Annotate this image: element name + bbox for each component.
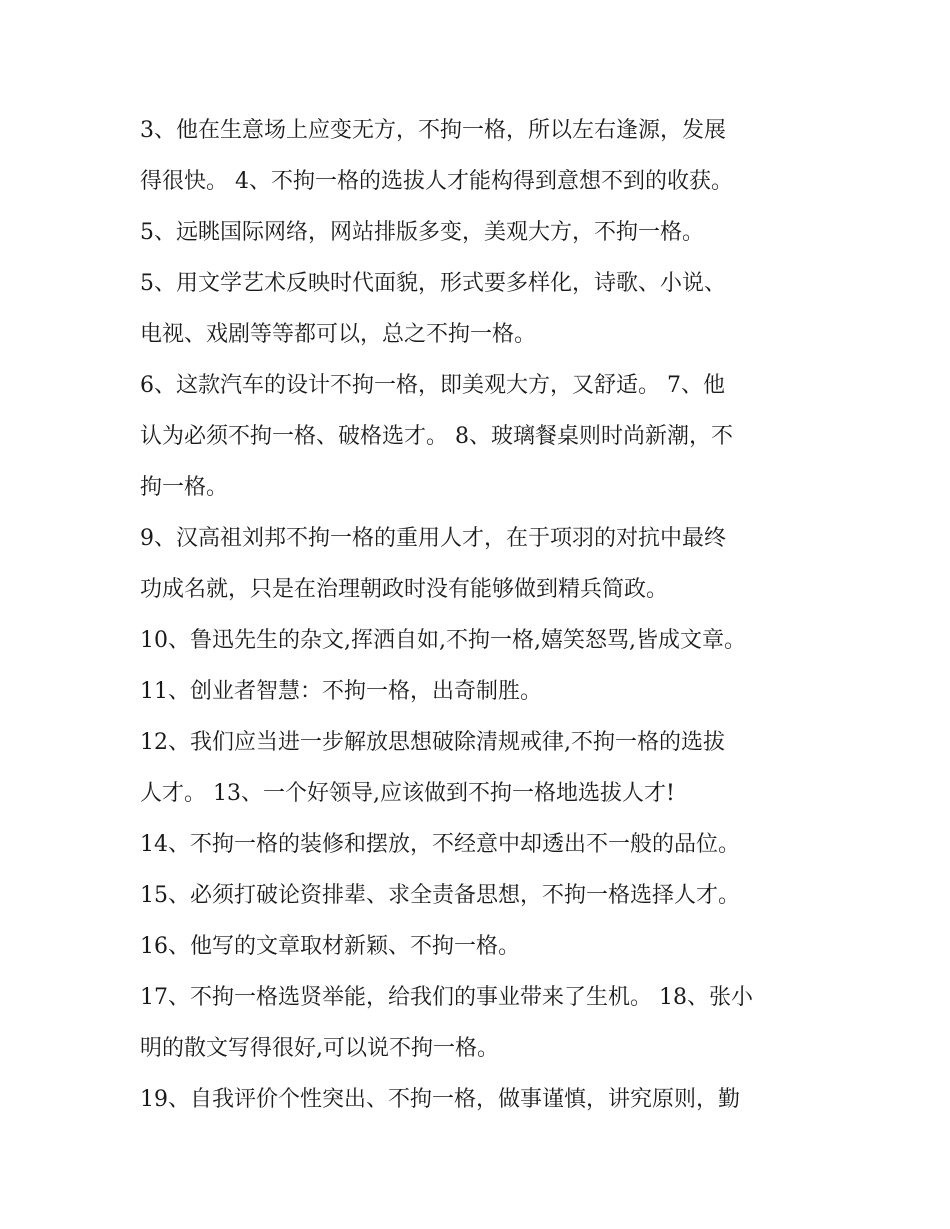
text-line: 明的散文写得很好,可以说不拘一格。 (140, 1036, 499, 1061)
text-line: 3、他在生意场上应变无方，不拘一格，所以左右逢源，发展 (140, 118, 726, 143)
text-line: 5、用文学艺术反映时代面貌，形式要多样化，诗歌、小说、 (140, 271, 726, 296)
text-line: 10、鲁迅先生的杂文,挥洒自如,不拘一格,嬉笑怒骂,皆成文章。 (140, 628, 746, 653)
text-line: 人才。 13、一个好领导,应该做到不拘一格地选拔人才! (140, 781, 675, 806)
text-line: 14、不拘一格的装修和摆放，不经意中却透出不一般的品位。 (140, 832, 740, 857)
text-line: 17、不拘一格选贤举能，给我们的事业带来了生机。 18、张小 (140, 985, 753, 1010)
text-line: 拘一格。 (140, 475, 229, 500)
text-line: 16、他写的文章取材新颖、不拘一格。 (140, 934, 520, 959)
text-line: 12、我们应当进一步解放思想破除清规戒律,不拘一格的选拔 (140, 730, 725, 755)
text-line: 得很快。 4、不拘一格的选拔人才能构得到意想不到的收获。 (140, 169, 733, 194)
text-line: 功成名就，只是在治理朝政时没有能够做到精兵简政。 (140, 577, 669, 602)
text-line: 5、远眺国际网络，网站排版多变，美观大方，不拘一格。 (140, 220, 704, 245)
text-line: 电视、戏剧等等都可以，总之不拘一格。 (140, 322, 537, 347)
text-line: 6、这款汽车的设计不拘一格，即美观大方，又舒适。 7、他 (140, 373, 725, 398)
text-line: 19、自我评价个性突出、不拘一格，做事谨慎，讲究原则，勤 (140, 1087, 740, 1112)
document-body (140, 105, 812, 1125)
text-line: 11、创业者智慧：不拘一格，出奇制胜。 (140, 679, 542, 704)
text-line: 15、必须打破论资排辈、求全责备思想，不拘一格选择人才。 (140, 883, 740, 908)
text-line: 9、汉高祖刘邦不拘一格的重用人才，在于项羽的对抗中最终 (140, 526, 726, 551)
text-line: 认为必须不拘一格、破格选才。 8、玻璃餐桌则时尚新潮，不 (140, 424, 733, 449)
